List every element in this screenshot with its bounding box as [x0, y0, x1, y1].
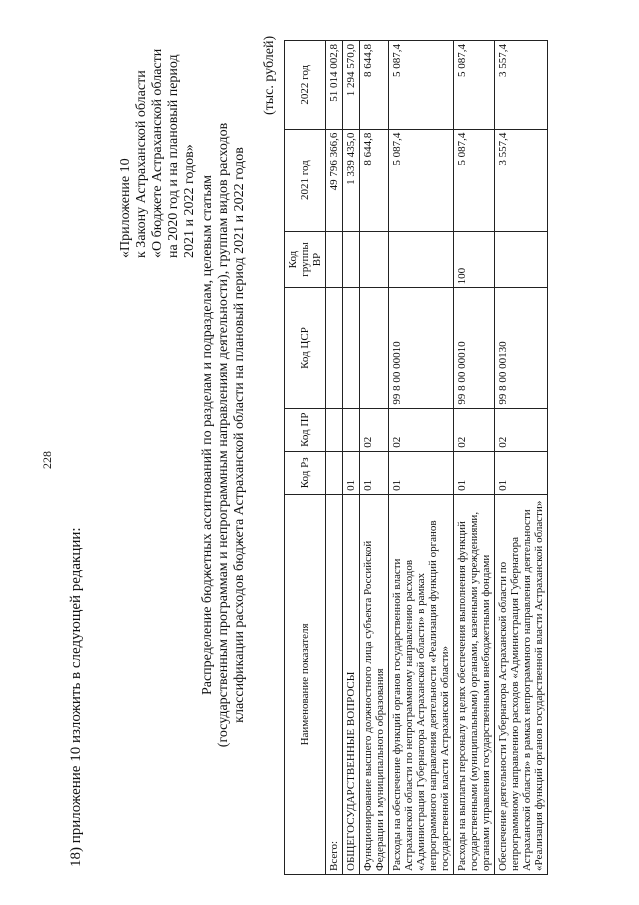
row-2021: 5 087,4 — [389, 129, 454, 231]
row-rz: 01 — [495, 451, 548, 494]
row-name: Расходы на выплаты персоналу в целях обеспечения выполнения функций государственными (муниципальными) органами, казенными учреждениями, органами управления государственными внебюджетными фондами — [454, 494, 495, 874]
row-rz: 01 — [389, 451, 454, 494]
title-line: (государственным программам и непрограммным направлениям деятельности), группам видов расходов — [216, 122, 231, 748]
row-pr: 02 — [360, 408, 389, 451]
header-2022: 2022 год — [285, 41, 326, 130]
row-2022: 8 644,8 — [360, 41, 389, 130]
row-csr: 99 8 00 00010 — [389, 288, 454, 408]
intro-text: 18) приложение 10 изложить в следующей редакции: — [68, 527, 84, 867]
document-title — [200, 115, 248, 755]
table-row — [343, 41, 360, 875]
table-row — [389, 41, 454, 875]
table-row — [495, 41, 548, 875]
row-2022: 1 294 570,0 — [343, 41, 360, 130]
row-vr — [360, 231, 389, 288]
row-2022: 5 087,4 — [454, 41, 495, 130]
row-rz: 01 — [454, 451, 495, 494]
row-vr: 100 — [454, 231, 495, 288]
appendix-line: «Приложение 10 — [118, 158, 133, 258]
appendix-line: 2021 и 2022 годов» — [182, 144, 197, 258]
row-rz — [326, 451, 343, 494]
row-rz: 01 — [343, 451, 360, 494]
budget-table — [284, 40, 548, 875]
page-number: 228 — [40, 451, 54, 469]
row-rz: 01 — [360, 451, 389, 494]
row-2021: 49 796 366,6 — [326, 129, 343, 231]
appendix-line: на 2020 год и на плановый период — [166, 54, 181, 258]
row-csr — [326, 288, 343, 408]
title-line: классификации расходов бюджета Астраханской области на плановый период 2021 и 2022 годов — [232, 147, 247, 723]
units-label: (тыс. рублей) — [262, 35, 277, 115]
table-row — [360, 41, 389, 875]
appendix-line: «О бюджете Астраханской области — [150, 48, 165, 258]
row-name: Расходы на обеспечение функций органов государственной власти Астраханской области по непрограммному направлению расходов «Администрация Губернатора Астраханской области» в рамках непрограммного направления деятельности «Реализация функций органов государственной власти Астраханской области» — [389, 494, 454, 874]
row-pr: 02 — [454, 408, 495, 451]
table-row — [326, 41, 343, 875]
table-row — [454, 41, 495, 875]
row-pr — [343, 408, 360, 451]
row-vr — [389, 231, 454, 288]
row-2021: 3 557,4 — [495, 129, 548, 231]
row-vr — [326, 231, 343, 288]
header-vr: Код группы ВР — [285, 231, 326, 288]
row-name: Функционирование высшего должностного лица субъекта Российской Федерации и муниципального образования — [360, 494, 389, 874]
header-pr: Код ПР — [285, 408, 326, 451]
row-2021: 1 339 435,0 — [343, 129, 360, 231]
row-2021: 5 087,4 — [454, 129, 495, 231]
row-2022: 3 557,4 — [495, 41, 548, 130]
row-pr: 02 — [389, 408, 454, 451]
header-name: Наименование показателя — [285, 494, 326, 874]
row-vr — [495, 231, 548, 288]
header-csr: Код ЦСР — [285, 288, 326, 408]
row-csr: 99 8 00 00010 — [454, 288, 495, 408]
row-2022: 5 087,4 — [389, 41, 454, 130]
row-csr: 99 8 00 00130 — [495, 288, 548, 408]
appendix-header — [118, 49, 198, 258]
row-csr — [343, 288, 360, 408]
row-2021: 8 644,8 — [360, 129, 389, 231]
row-name: ОБЩЕГОСУДАРСТВЕННЫЕ ВОПРОСЫ — [343, 494, 360, 874]
title-line: Распределение бюджетных ассигнований по разделам и подразделам, целевым статьям — [200, 174, 215, 696]
row-csr — [360, 288, 389, 408]
row-2022: 51 014 002,8 — [326, 41, 343, 130]
row-vr — [343, 231, 360, 288]
row-name: Обеспечение деятельности Губернатора Астраханской области по непрограммному направлению расходов «Администрация Губернатора Астраханской области» в рамках непрограммного направления деятельности «Реализация функций органов государственной власти Астраханской области» — [495, 494, 548, 874]
row-pr: 02 — [495, 408, 548, 451]
appendix-line: к Закону Астраханской области — [134, 70, 149, 258]
row-pr — [326, 408, 343, 451]
table-header-row — [285, 41, 326, 875]
header-2021: 2021 год — [285, 129, 326, 231]
header-rz: Код Рз — [285, 451, 326, 494]
row-name: Всего: — [326, 494, 343, 874]
